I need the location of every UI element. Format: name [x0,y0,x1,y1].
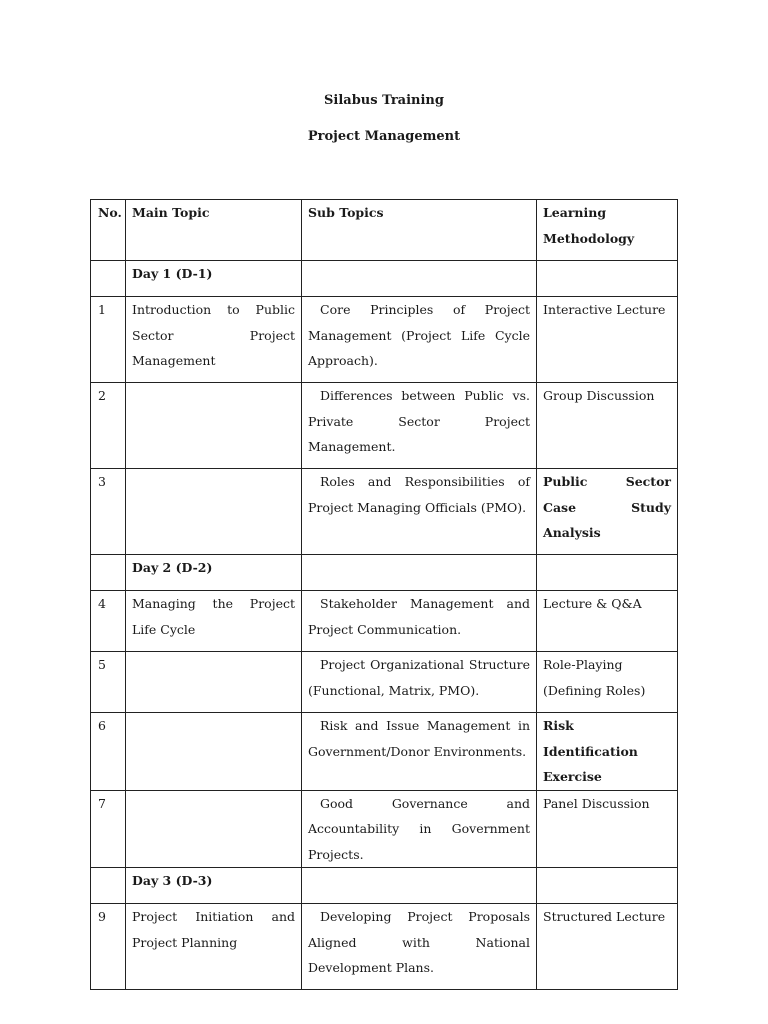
sub-topic: Project Organizational Structure (Functional, Matrix, PMO). [302,652,537,713]
learning-methodology: Role-Playing (Defining Roles) [537,652,678,713]
sub-topic: Core Principles of Project Management (Project Life Cycle Approach). [302,297,537,383]
table-row [91,469,678,555]
document-subtitle: Project Management [307,129,461,144]
learning-methodology: Panel Discussion [537,790,678,868]
learning-methodology: Risk Identification Exercise [537,713,678,791]
table-row [91,591,678,652]
sub-topic: Stakeholder Management and Project Communication. [302,591,537,652]
row-number: 9 [91,904,126,990]
sub-topic: Developing Project Proposals Aligned with National Development Plans. [302,904,537,990]
day-sub-cell [302,868,537,904]
learning-methodology: Group Discussion [537,383,678,469]
main-topic [126,383,302,469]
main-topic: Managing the Project Life Cycle [126,591,302,652]
row-number: 1 [91,297,126,383]
table-row [91,297,678,383]
main-topic [126,652,302,713]
learning-methodology: Structured Lecture [537,904,678,990]
table-row [91,790,678,868]
row-number: 3 [91,469,126,555]
day-row [91,555,678,591]
header-no: No. [91,200,126,261]
table-row [91,652,678,713]
day-method-cell [537,555,678,591]
syllabus-table-body [91,200,678,990]
table-header-row [91,200,678,261]
main-topic [126,790,302,868]
day-method-cell [537,868,678,904]
day-label: Day 3 (D-3) [126,868,302,904]
learning-methodology: Lecture & Q&A [537,591,678,652]
sub-topic: Good Governance and Accountability in Government Projects. [302,790,537,868]
sub-topic: Risk and Issue Management in Government/Donor Environments. [302,713,537,791]
row-number: 4 [91,591,126,652]
day-sub-cell [302,555,537,591]
day-label: Day 1 (D-1) [126,261,302,297]
header-sub-topics: Sub Topics [302,200,537,261]
row-number: 7 [91,790,126,868]
row-number: 5 [91,652,126,713]
row-number: 6 [91,713,126,791]
document-title: Silabus Training [324,93,444,108]
main-topic: Project Initiation and Project Planning [126,904,302,990]
header-main-topic: Main Topic [126,200,302,261]
row-number: 2 [91,383,126,469]
sub-topic: Differences between Public vs. Private Sector Project Management. [302,383,537,469]
day-no-cell [91,555,126,591]
day-label: Day 2 (D-2) [126,555,302,591]
day-no-cell [91,261,126,297]
learning-methodology: Interactive Lecture [537,297,678,383]
learning-methodology: Public Sector Case Study Analysis [537,469,678,555]
day-method-cell [537,261,678,297]
main-topic: Introduction to Public Sector Project Management [126,297,302,383]
day-row [91,868,678,904]
syllabus-table [90,199,678,990]
table-row [91,904,678,990]
day-sub-cell [302,261,537,297]
day-no-cell [91,868,126,904]
sub-topic: Roles and Responsibilities of Project Managing Officials (PMO). [302,469,537,555]
main-topic [126,713,302,791]
main-topic [126,469,302,555]
day-row [91,261,678,297]
table-row [91,713,678,791]
table-row [91,383,678,469]
header-learning-methodology: Learning Methodology [537,200,678,261]
